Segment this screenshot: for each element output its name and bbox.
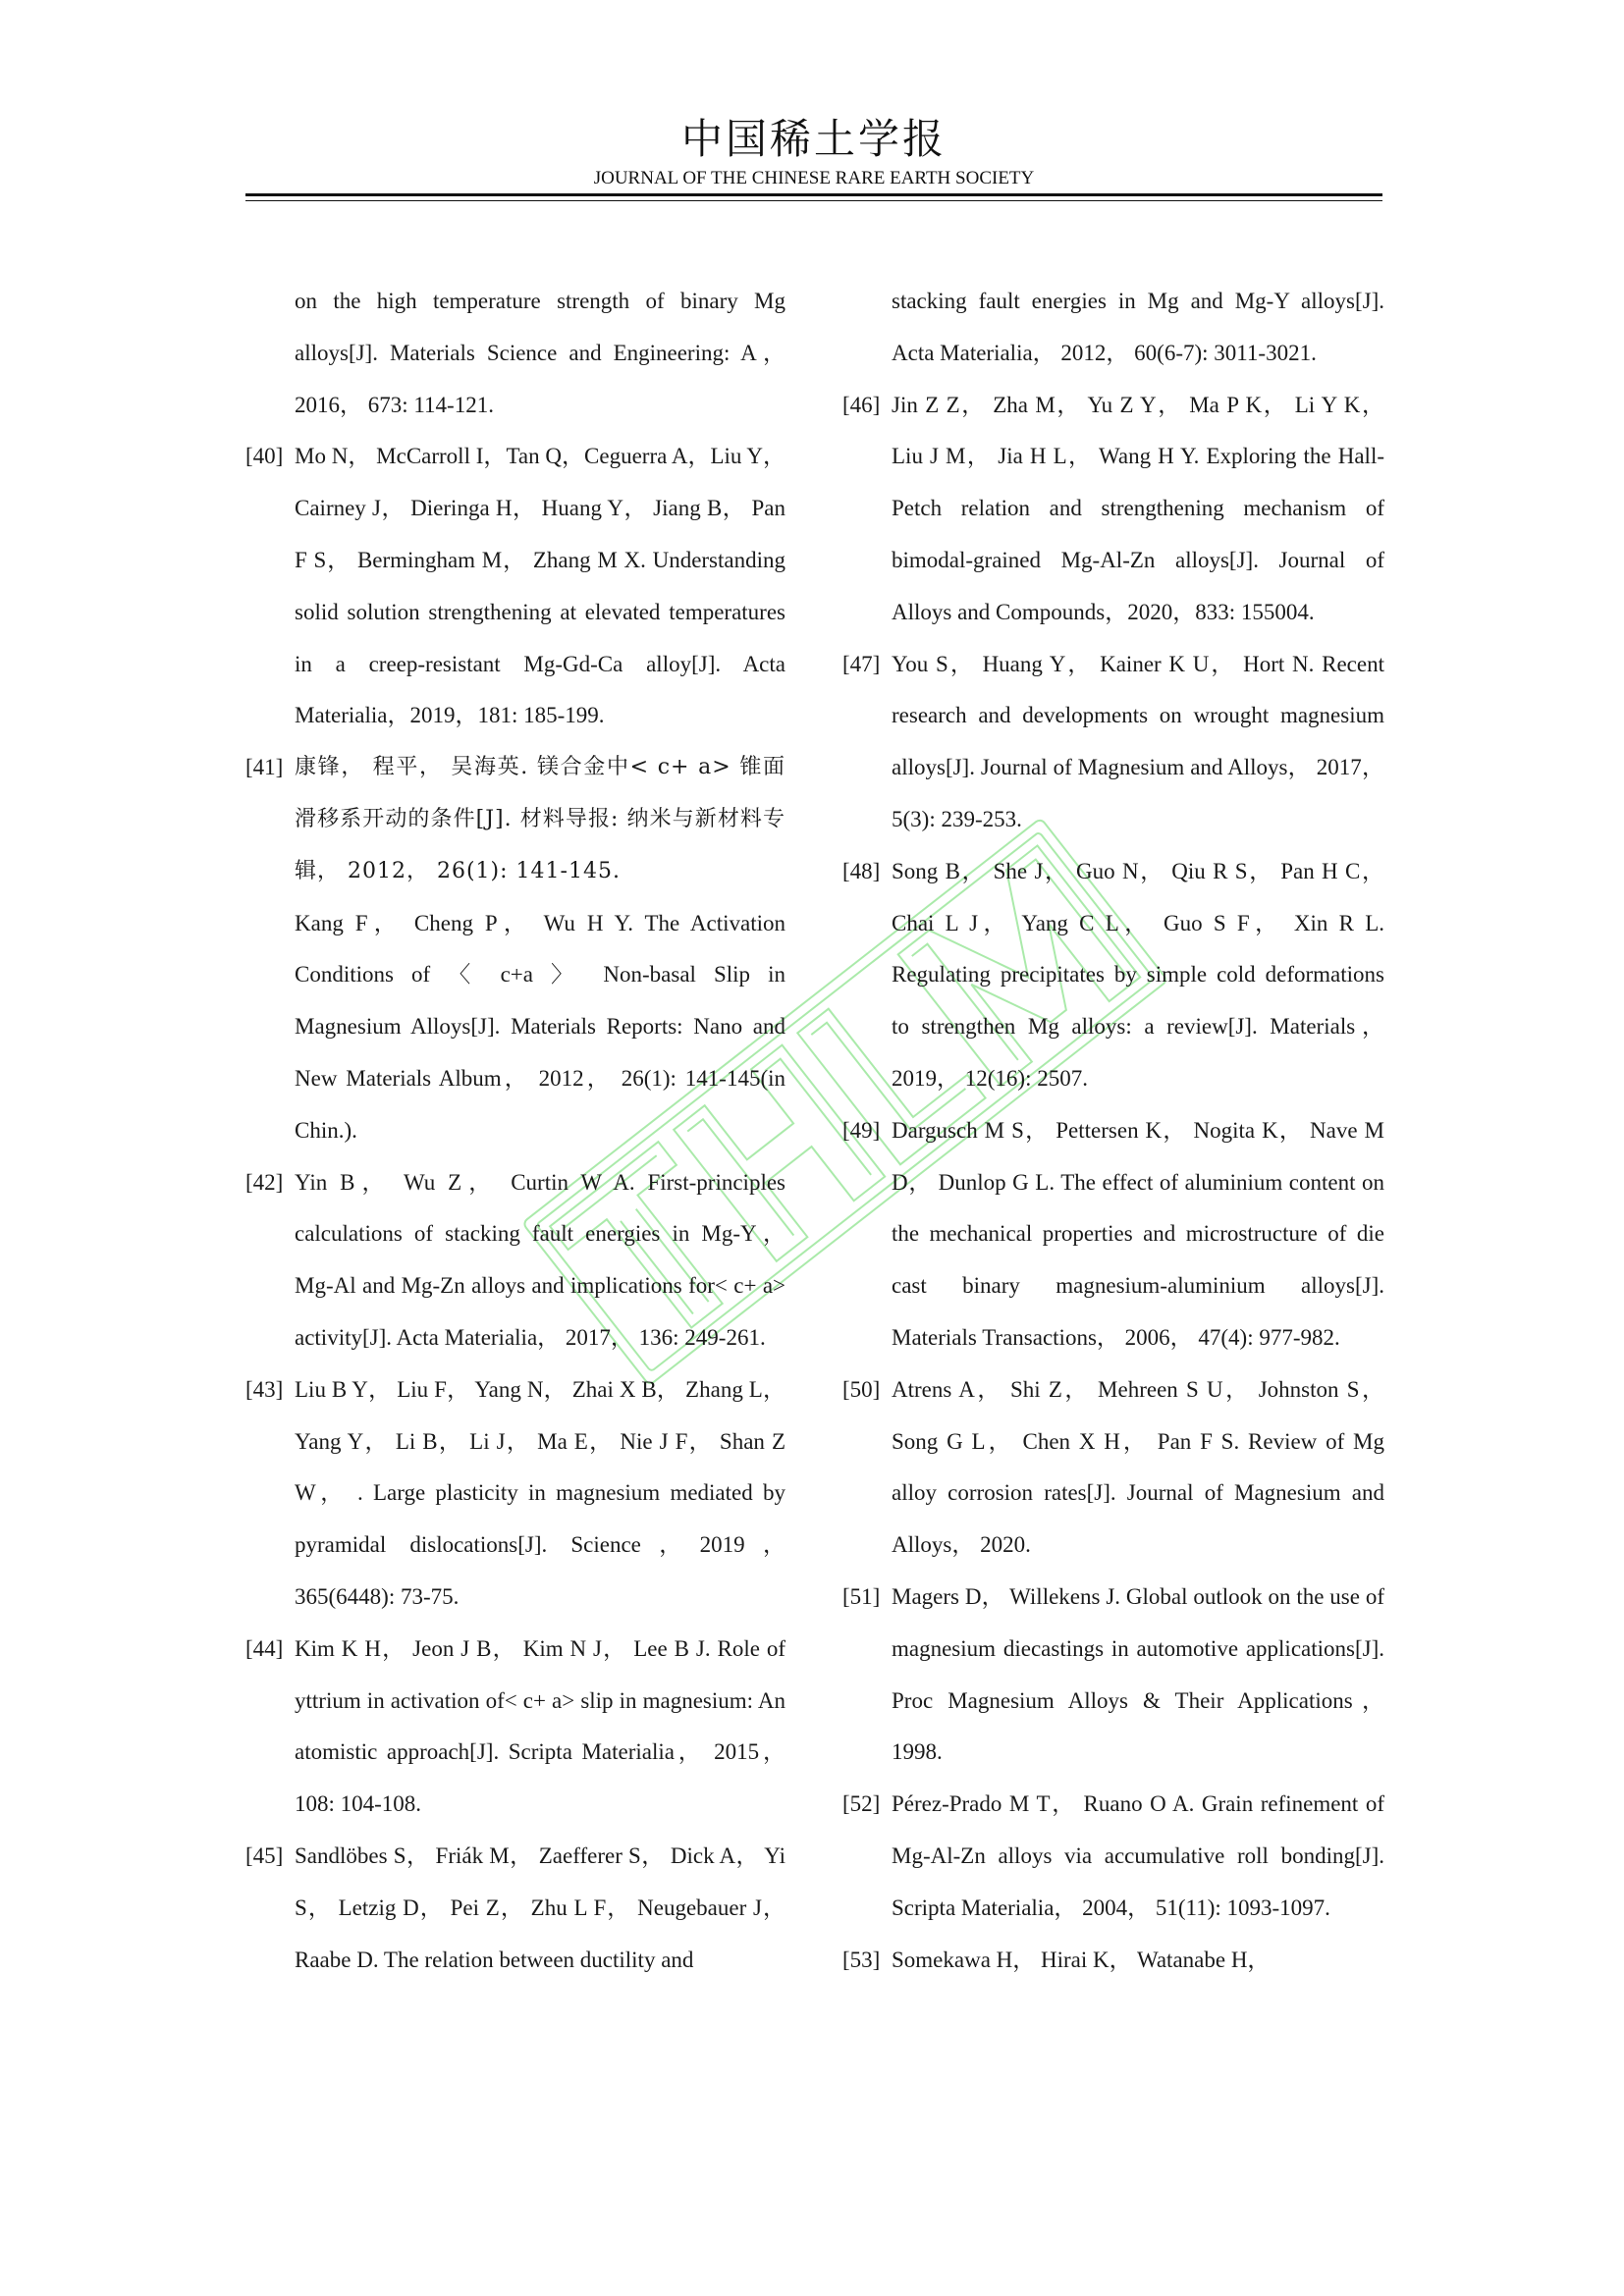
- reference-item: [245, 1364, 785, 1624]
- reference-item: [245, 742, 785, 897]
- reference-item: [842, 1105, 1384, 1364]
- reference-number: [46]: [842, 392, 881, 417]
- reference-number: [48]: [842, 858, 881, 883]
- reference-number: [40]: [245, 444, 284, 469]
- journal-title-en: JOURNAL OF THE CHINESE RARE EARTH SOCIETY: [593, 168, 1035, 188]
- journal-title-cn: 中国稀土学报: [680, 115, 947, 163]
- reference-text: Dargusch M S， Pettersen K， Nogita K， Nave M D， Dunlop G L. The effect of aluminium content on the mechanical properties and microstructure of die cast binary magnesium-aluminium alloys[J]. Materials Transactions， 2006， 47(4): 977-982.: [892, 1117, 1384, 1350]
- reference-text: Sandlöbes S， Friák M， Zaefferer S， Dick A， Yi S， Letzig D， Pei Z， Zhu L F， Neugebauer J， Raabe D. The relation between ductility and: [295, 1842, 785, 1972]
- reference-text: Yin B， Wu Z， Curtin W A. First-principles calculations of stacking fault energies in Mg-Y， Mg-Al and Mg-Zn alloys and implications for< c+ a> activity[J]. Acta Materialia， 2017， 136: 249-261.: [295, 1169, 785, 1350]
- reference-number: [45]: [245, 1842, 284, 1868]
- reference-number: [47]: [842, 651, 881, 676]
- reference-item: [842, 1779, 1384, 1934]
- reference-number: [43]: [245, 1376, 284, 1402]
- reference-number: [50]: [842, 1376, 881, 1402]
- reference-text: Liu B Y， Liu F， Yang N， Zhai X B， Zhang L， Yang Y， Li B， Li J， Ma E， Nie J F， Shan Z W， . Large plasticity in magnesium mediated by pyramidal dislocations[J]. Science，2019， 365(6448): 73-75.: [295, 1376, 785, 1609]
- reference-item: [245, 1624, 785, 1831]
- reference-text: Atrens A， Shi Z， Mehreen S U， Johnston S， Song G L， Chen X H， Pan F S. Review of Mg alloy corrosion rates[J]. Journal of Magnesium and Alloys， 2020.: [892, 1376, 1384, 1558]
- reference-number: [44]: [245, 1635, 284, 1661]
- page-header: [245, 112, 1382, 190]
- reference-item: [245, 898, 785, 1157]
- reference-item: [842, 276, 1384, 380]
- reference-item: [842, 1935, 1384, 1987]
- reference-text: 康锋， 程平， 吴海英. 镁合金中< c+ a> 锥面滑移系开动的条件[J]. 材料导报: 纳米与新材料专辑， 2012， 26(1): 141-145.: [295, 755, 785, 883]
- reference-text: stacking fault energies in Mg and Mg-Y alloys[J]. Acta Materialia， 2012， 60(6-7): 3011-3021.: [892, 289, 1384, 365]
- reference-item: [245, 1157, 785, 1364]
- reference-text: Somekawa H， Hirai K， Watanabe H，: [892, 1947, 1271, 1972]
- header-rule-thin: [245, 200, 1382, 201]
- reference-item: [245, 431, 785, 742]
- reference-item: [842, 639, 1384, 846]
- reference-item: [842, 380, 1384, 639]
- reference-number: [52]: [842, 1791, 881, 1817]
- reference-text: Song B， She J， Guo N， Qiu R S， Pan H C， Chai L J， Yang C L， Guo S F， Xin R L. Regulating precipitates by simple cold deformations to strengthen Mg alloys: a review[J]. Materials， 2019， 12(16): 2507.: [892, 858, 1384, 1091]
- reference-text: Kim K H， Jeon J B， Kim N J， Lee B J. Role of yttrium in activation of< c+ a> slip in magnesium: An atomistic approach[J]. Scripta Materialia， 2015， 108: 104-108.: [295, 1635, 785, 1817]
- reference-number: [42]: [245, 1169, 284, 1195]
- reference-number: [49]: [842, 1117, 881, 1143]
- reference-text: You S， Huang Y， Kainer K U， Hort N. Recent research and developments on wrought magnesium alloys[J]. Journal of Magnesium and Alloys， 2017， 5(3): 239-253.: [892, 651, 1384, 831]
- reference-text: Pérez-Prado M T， Ruano O A. Grain refinement of Mg-Al-Zn alloys via accumulative roll bonding[J]. Scripta Materialia， 2004， 51(11): 1093-1097.: [892, 1791, 1384, 1920]
- reference-number: [41]: [245, 755, 284, 780]
- reference-text: Jin Z Z， Zha M， Yu Z Y， Ma P K， Li Y K， Liu J M， Jia H L， Wang H Y. Exploring the Hall-Petch relation and strengthening mechanism of bimodal-grained Mg-Al-Zn alloys[J]. Journal of Alloys and Compounds，2020，833: 155004.: [892, 392, 1384, 624]
- references-left-column: [245, 276, 785, 1986]
- reference-item: [842, 1364, 1384, 1572]
- reference-text: on the high temperature strength of binary Mg alloys[J]. Materials Science and Engineering: A，2016， 673: 114-121.: [295, 289, 785, 417]
- reference-item: [245, 1831, 785, 1986]
- reference-number: [53]: [842, 1947, 881, 1972]
- references-right-column: [842, 276, 1384, 1986]
- reference-item: [842, 1572, 1384, 1779]
- reference-item: [245, 276, 785, 431]
- header-rule-thick: [245, 193, 1382, 196]
- reference-number: [51]: [842, 1583, 881, 1609]
- reference-text: Kang F， Cheng P， Wu H Y. The Activation Conditions of 〈 c+a 〉 Non-basal Slip in Magnesium Alloys[J]. Materials Reports: Nano and New Materials Album， 2012， 26(1): 141-145(in Chin.).: [295, 910, 785, 1143]
- reference-text: Magers D， Willekens J. Global outlook on the use of magnesium diecastings in automotive applications[J]. Proc Magnesium Alloys & Their Applications， 1998.: [892, 1583, 1384, 1765]
- reference-text: Mo N， McCarroll I，Tan Q，Ceguerra A，Liu Y， Cairney J， Dieringa H， Huang Y， Jiang B， Pan F S， Bermingham M， Zhang M X. Understanding solid solution strengthening at elevated temperatures in a creep-resistant Mg-Gd-Ca alloy[J]. Acta Materialia，2019，181: 185-199.: [295, 444, 785, 728]
- reference-item: [842, 846, 1384, 1105]
